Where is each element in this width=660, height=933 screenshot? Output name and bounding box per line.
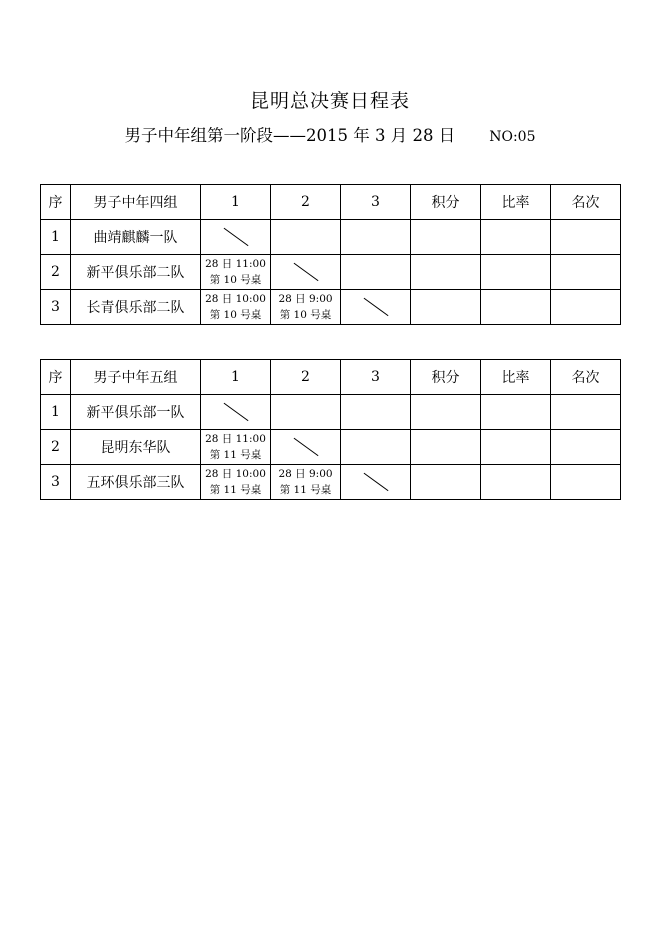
table-row [41,290,621,325]
seq-cell: 2 [41,255,71,290]
empty-match-cell [271,220,341,255]
group-five-schedule-table [40,359,621,500]
page-title: 昆明总决赛日程表 [249,90,410,112]
team-name-cell: 新平俱乐部二队 [71,255,201,290]
match-slot-cell [201,290,271,325]
table-row [41,255,621,290]
team-name-cell: 曲靖麒麟一队 [71,220,201,255]
diagonal-line [293,263,318,282]
points-cell [411,430,481,465]
document-number: NO:05 [489,129,536,145]
match-date-time: 28 日 9:00 [278,468,333,480]
self-match-cell [341,465,411,500]
ratio-cell [481,465,551,500]
match-table-number: 第 11 号桌 [279,484,332,496]
diagonal-line [293,438,318,457]
points-header: 积分 [411,360,481,395]
team-name-cell: 五环俱乐部三队 [71,465,201,500]
rank-header: 名次 [551,185,621,220]
match-date-time: 28 日 11:00 [205,258,266,270]
match-table-number: 第 11 号桌 [209,449,262,461]
seq-cell: 1 [41,220,71,255]
ratio-cell [481,430,551,465]
ratio-cell [481,290,551,325]
rank-cell [551,290,621,325]
match-slot-cell [201,430,271,465]
self-match-cell [201,220,271,255]
points-cell [411,220,481,255]
match-date-time: 28 日 11:00 [205,433,266,445]
rank-header: 名次 [551,360,621,395]
table-row [41,465,621,500]
rank-cell [551,395,621,430]
diagonal-line [223,403,248,422]
empty-match-cell [271,395,341,430]
diagonal-line [363,473,388,492]
points-cell [411,395,481,430]
points-cell [411,465,481,500]
table-row [41,430,621,465]
seq-cell: 3 [41,465,71,500]
table-header-row [41,185,621,220]
ratio-header: 比率 [481,360,551,395]
match-table-number: 第 10 号桌 [279,309,332,321]
self-match-cell [201,395,271,430]
empty-match-cell [341,430,411,465]
table-header-row [41,360,621,395]
opponent-2-header: 2 [271,185,341,220]
diagonal-line [223,228,248,247]
opponent-3-header: 3 [341,360,411,395]
seq-header: 序 [41,360,71,395]
match-date-time: 28 日 9:00 [278,293,333,305]
team-name-cell: 长青俱乐部二队 [71,290,201,325]
match-slot-cell [201,255,271,290]
group-four-schedule-table [40,184,621,325]
points-cell [411,290,481,325]
match-date-time: 28 日 10:00 [205,293,266,305]
diagonal-line [363,298,388,317]
self-match-cell [341,290,411,325]
seq-header: 序 [41,185,71,220]
seq-cell: 2 [41,430,71,465]
empty-match-cell [341,395,411,430]
match-date-time: 28 日 10:00 [205,468,266,480]
stage-date-text: 男子中年组第一阶段——2015 年 3 月 28 日 [124,126,456,145]
ratio-header: 比率 [481,185,551,220]
empty-match-cell [341,220,411,255]
opponent-1-header: 1 [201,185,271,220]
ratio-cell [481,220,551,255]
opponent-1-header: 1 [201,360,271,395]
table-row [41,395,621,430]
rank-cell [551,465,621,500]
points-header: 积分 [411,185,481,220]
team-name-cell: 新平俱乐部一队 [71,395,201,430]
table-row [41,220,621,255]
rank-cell [551,430,621,465]
rank-cell [551,220,621,255]
match-table-number: 第 10 号桌 [209,274,262,286]
self-match-cell [271,430,341,465]
group-header: 男子中年四组 [71,185,201,220]
ratio-cell [481,255,551,290]
ratio-cell [481,395,551,430]
match-slot-cell [271,290,341,325]
opponent-3-header: 3 [341,185,411,220]
seq-cell: 1 [41,395,71,430]
team-name-cell: 昆明东华队 [71,430,201,465]
page-subtitle [0,122,660,146]
points-cell [411,255,481,290]
match-slot-cell [201,465,271,500]
empty-match-cell [341,255,411,290]
group-header: 男子中年五组 [71,360,201,395]
self-match-cell [271,255,341,290]
opponent-2-header: 2 [271,360,341,395]
match-table-number: 第 11 号桌 [209,484,262,496]
seq-cell: 3 [41,290,71,325]
match-slot-cell [271,465,341,500]
match-table-number: 第 10 号桌 [209,309,262,321]
rank-cell [551,255,621,290]
